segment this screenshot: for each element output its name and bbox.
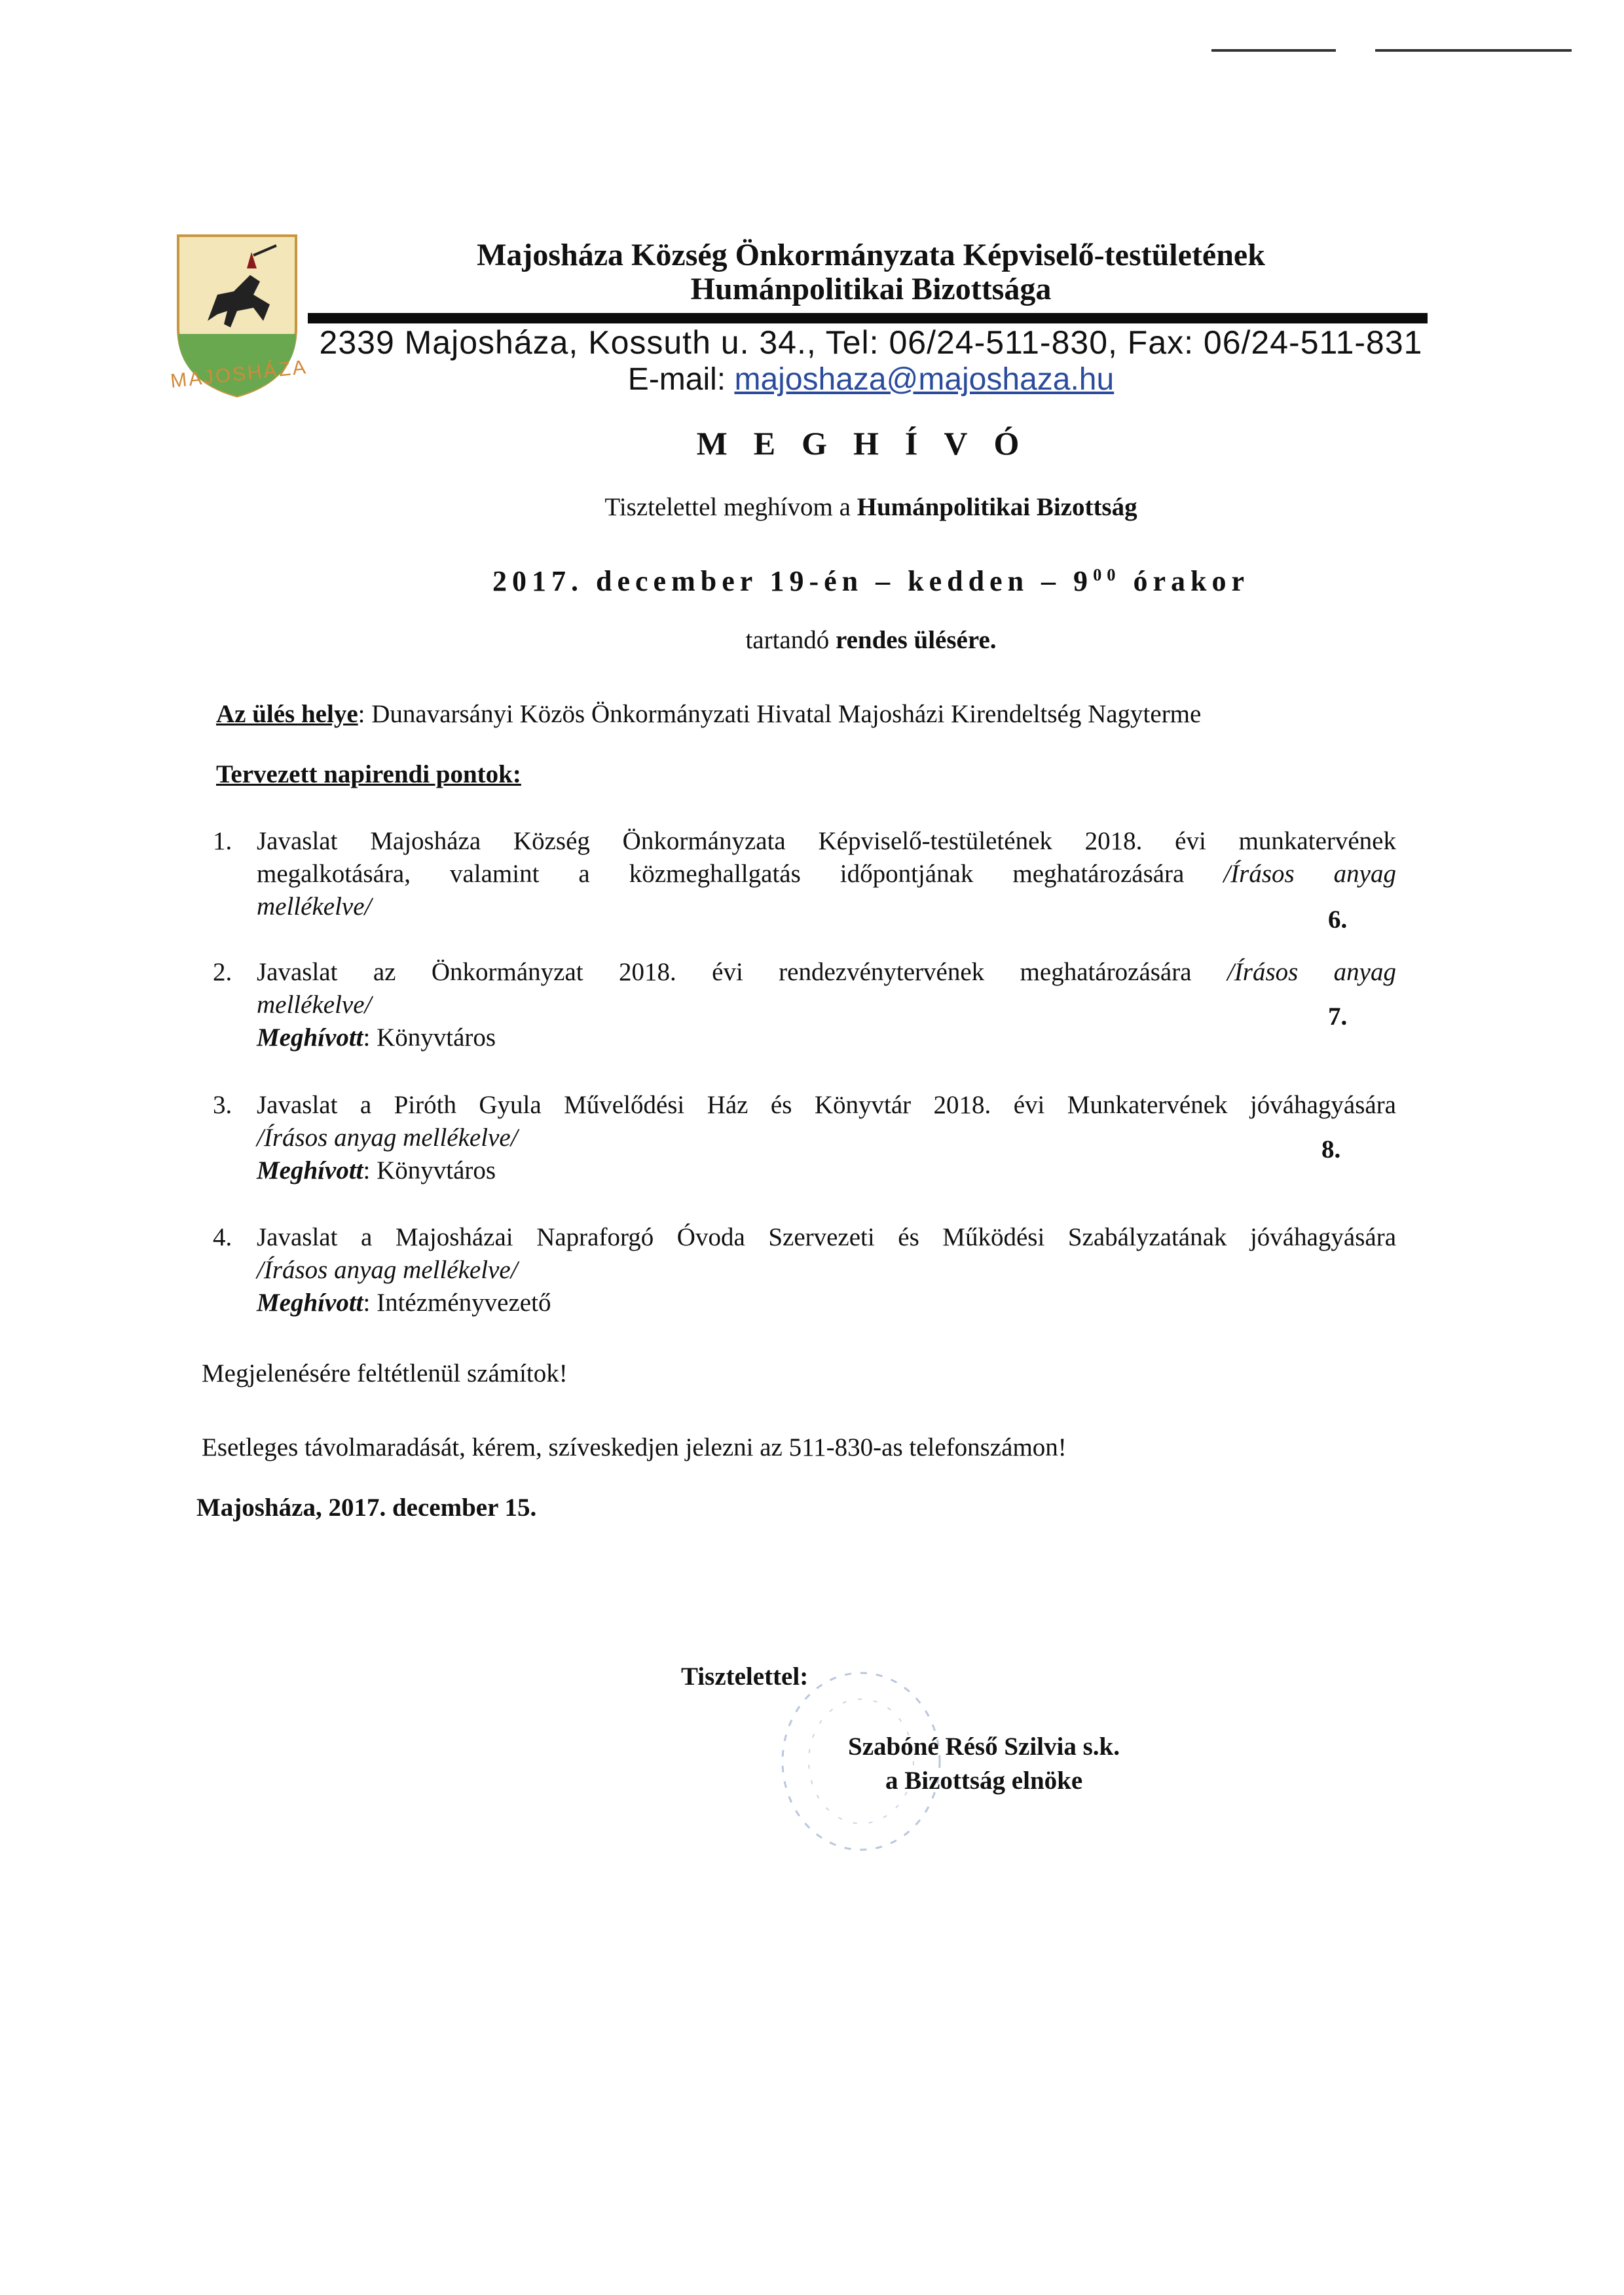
header-org-line1: Majosháza Község Önkormányzata Képviselő-testületének: [477, 238, 1265, 272]
crest-caption: MAJOSHÁZA: [169, 356, 309, 392]
email-link[interactable]: majoshaza@majoshaza.hu: [734, 362, 1115, 397]
agenda-item-1-attachment: /Írásos anyag: [1223, 860, 1396, 888]
agenda-item-4-line2: /Írásos anyag mellékelve/: [257, 1256, 518, 1284]
signature-name: Szabóné Réső Szilvia s.k.: [848, 1733, 1120, 1761]
header-address: 2339 Majosháza, Kossuth u. 34., Tel: 06/24-511-830, Fax: 06/24-511-831: [319, 324, 1423, 361]
scan-line: [1211, 49, 1336, 52]
venue-text: : Dunavarsányi Közös Önkormányzati Hivatal Majosházi Kirendeltség Nagyterme: [358, 700, 1202, 728]
agenda-item-2-text: Javaslat az Önkormányzat 2018. évi rendezvénytervének meghatározására: [257, 958, 1227, 986]
invite-session-type: rendes ülésére.: [836, 626, 997, 654]
meeting-date-main: 2017. december 19-én – kedden – 9: [492, 565, 1094, 597]
meeting-date: [314, 564, 1428, 598]
agenda-item-2-invited: [257, 1023, 496, 1052]
venue-label: Az ülés helye: [216, 700, 358, 728]
document-title: MEGHÍVÓ: [696, 425, 1046, 462]
agenda-item-1-line3: mellékelve/: [257, 892, 372, 921]
agenda-item-number: 3.: [213, 1091, 232, 1119]
invited-label: Meghívott: [257, 1289, 363, 1317]
official-stamp-icon: [773, 1663, 950, 1860]
closing-line1: Megjelenésére feltétlenül számítok!: [202, 1359, 568, 1387]
agenda-item-2-line2: mellékelve/: [257, 991, 372, 1019]
meeting-time-minutes: 00: [1093, 564, 1121, 585]
agenda-item-2-ref: 7.: [1328, 1002, 1348, 1031]
signature-greeting: Tisztelettel:: [681, 1662, 809, 1691]
agenda-item-number: 2.: [213, 958, 232, 986]
agenda-item-number: 4.: [213, 1223, 232, 1251]
agenda-item-3-line2: /Írásos anyag mellékelve/: [257, 1124, 518, 1152]
invited-label: Meghívott: [257, 1156, 363, 1184]
closing-line2: Esetleges távolmaradását, kérem, szíveskedjen jelezni az 511-830-as telefonszámon!: [202, 1433, 1067, 1461]
agenda-item-number: 1.: [213, 827, 232, 855]
signature-role: a Bizottság elnöke: [885, 1767, 1083, 1795]
invite-line1: [314, 492, 1428, 522]
agenda-item-2-attachment: /Írásos anyag: [1227, 958, 1396, 986]
meeting-date-end: órakor: [1120, 565, 1249, 597]
invited-value: : Könyvtáros: [363, 1156, 496, 1184]
invited-value: : Intézményvezető: [363, 1289, 551, 1317]
scan-line: [1375, 49, 1572, 52]
agenda-item-2-line1: [257, 957, 1396, 987]
invite-line3: [314, 625, 1428, 655]
invite-committee: Humánpolitikai Bizottság: [857, 493, 1137, 521]
agenda-item-1-line1: Javaslat Majosháza Község Önkormányzata Képviselő-testületének 2018. évi munkatervének: [257, 827, 1396, 855]
invite-line3-text: tartandó: [745, 626, 836, 654]
header-org-line2: Humánpolitikai Bizottsága: [690, 272, 1052, 306]
agenda-item-1-ref: 6.: [1328, 906, 1348, 934]
agenda-item-3-ref: 8.: [1321, 1135, 1341, 1164]
agenda-item-4-line1: Javaslat a Majosházai Napraforgó Óvoda Szervezeti és Működési Szabályzatának jóváhagyására: [257, 1223, 1396, 1251]
venue: [216, 699, 1201, 729]
invite-line1-text: Tisztelettel meghívom a: [604, 493, 857, 521]
email-label: E-mail:: [627, 362, 726, 397]
invited-label: Meghívott: [257, 1023, 363, 1052]
header-email: [314, 361, 1428, 397]
place-date: Majosháza, 2017. december 15.: [196, 1494, 537, 1522]
agenda-item-3-line1: Javaslat a Piróth Gyula Művelődési Ház és Könyvtár 2018. évi Munkatervének jóváhagyására: [257, 1091, 1396, 1119]
agenda-item-4-invited: [257, 1288, 551, 1317]
agenda-item-1-text: megalkotására, valamint a közmeghallgatás időpontjának meghatározására: [257, 860, 1224, 888]
agenda-heading: Tervezett napirendi pontok:: [216, 760, 521, 788]
header-divider: [308, 313, 1428, 323]
invited-value: : Könyvtáros: [363, 1023, 496, 1052]
agenda-item-1-line2: [257, 859, 1396, 889]
agenda-item-3-invited: [257, 1156, 496, 1185]
